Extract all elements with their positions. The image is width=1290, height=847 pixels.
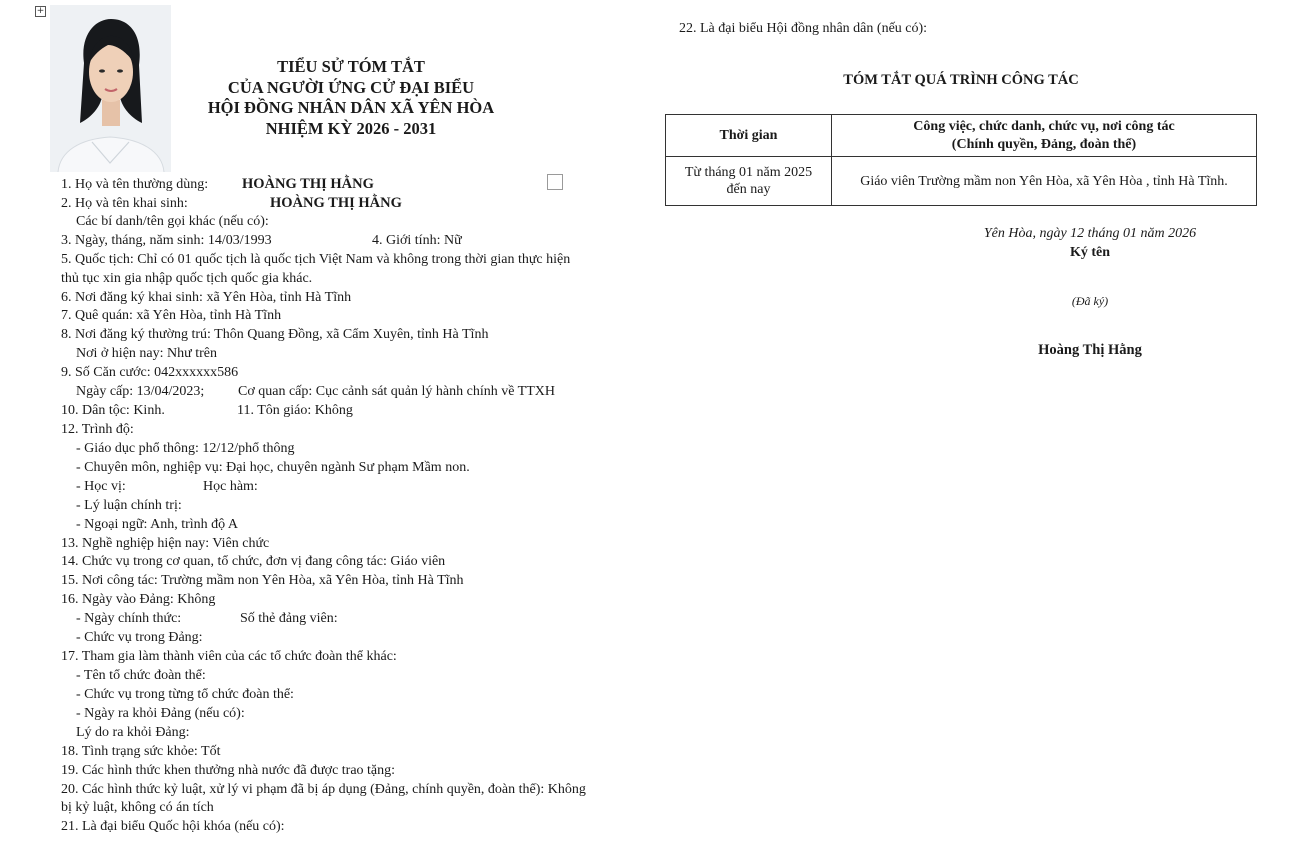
field-org-position: - Chức vụ trong từng tổ chức đoàn thể: <box>76 686 294 702</box>
signer-name: Hoàng Thị Hằng <box>1038 342 1142 358</box>
title-line: HỘI ĐỒNG NHÂN DÂN XÃ YÊN HÒA <box>207 98 495 117</box>
field-general-education: - Giáo dục phổ thông: 12/12/phổ thông <box>76 440 295 456</box>
field-awards: 19. Các hình thức khen thưởng nhà nước đã được trao tặng: <box>61 762 396 778</box>
cell-line: đến nay <box>726 182 771 197</box>
column-header-description <box>832 115 1257 157</box>
field-birth-registration: 6. Nơi đăng ký khai sinh: xã Yên Hòa, tỉnh Hà Tĩnh <box>61 289 352 305</box>
title-line: TIỂU SỬ TÓM TẮT <box>277 57 425 76</box>
field-issue-date: Ngày cấp: 13/04/2023; <box>76 384 205 400</box>
field-political-theory: - Lý luận chính trị: <box>76 497 182 513</box>
field-party-official <box>61 610 651 629</box>
field-education: 12. Trình độ: <box>61 421 134 437</box>
cell-time <box>666 157 832 206</box>
field-common-name <box>61 175 651 194</box>
column-header-time: Thời gian <box>666 115 832 157</box>
field-nationality-cont: thủ tục xin gia nhập quốc tịch quốc gia khác. <box>61 270 313 286</box>
header-line: Công việc, chức danh, chức vụ, nơi công tác <box>913 118 1175 134</box>
field-gender: 4. Giới tính: Nữ <box>372 232 462 248</box>
table-move-handle[interactable]: + <box>36 6 45 16</box>
table-header-row <box>666 115 1257 157</box>
portrait-photo <box>50 5 171 172</box>
biography-fields <box>61 175 651 837</box>
field-label: 1. Họ và tên thường dùng: <box>61 177 209 192</box>
field-people-council: 22. Là đại biểu Hội đồng nhân dân (nếu có): <box>679 21 928 36</box>
field-party-position: - Chức vụ trong Đảng: <box>76 630 203 646</box>
field-id-issue <box>61 383 651 402</box>
field-nationality: 5. Quốc tịch: Chỉ có 01 quốc tịch là quốc tịch Việt Nam và không trong thời gian thực hiện <box>61 251 571 267</box>
field-current-residence: Nơi ở hiện nay: Như trên <box>76 346 217 362</box>
field-academic-title: Học hàm: <box>203 478 258 494</box>
signature-label: Ký tên <box>1069 245 1111 260</box>
header-line: (Chính quyền, Đảng, đoàn thể) <box>951 136 1137 152</box>
field-org-name: - Tên tổ chức đoàn thể: <box>76 667 206 683</box>
field-party-leave-date: - Ngày ra khỏi Đảng (nếu có): <box>76 705 245 721</box>
work-history-heading: TÓM TẮT QUÁ TRÌNH CÔNG TÁC <box>843 72 1079 88</box>
cell-description: Giáo viên Trường mầm non Yên Hòa, xã Yên Hòa , tỉnh Hà Tĩnh. <box>832 157 1257 206</box>
title-line: NHIỆM KỲ 2026 - 2031 <box>265 118 437 138</box>
field-specialization: - Chuyên môn, nghiệp vụ: Đại học, chuyên ngành Sư phạm Mầm non. <box>76 459 470 475</box>
field-birth-name <box>61 194 651 213</box>
field-party-card: Số thẻ đảng viên: <box>240 611 338 627</box>
cell-line: Từ tháng 01 năm 2025 <box>684 165 813 180</box>
field-national-assembly: 21. Là đại biểu Quốc hội khóa (nếu có): <box>61 819 285 835</box>
field-hometown: 7. Quê quán: xã Yên Hòa, tỉnh Hà Tĩnh <box>61 308 282 324</box>
field-value: HOÀNG THỊ HẰNG <box>242 176 374 192</box>
table-row <box>666 157 1257 206</box>
field-religion: 11. Tôn giáo: Không <box>237 403 353 419</box>
field-ethnicity: 10. Dân tộc: Kinh. <box>61 403 165 419</box>
field-occupation: 13. Nghề nghiệp hiện nay: Viên chức <box>61 535 270 551</box>
field-degree <box>61 478 651 497</box>
field-workplace: 15. Nơi công tác: Trường mầm non Yên Hòa, xã Yên Hòa, tỉnh Hà Tĩnh <box>61 573 464 589</box>
field-birth-gender <box>61 232 651 251</box>
field-label: 2. Họ và tên khai sinh: <box>61 195 188 211</box>
field-ethnicity-religion <box>61 402 651 421</box>
field-aliases: Các bí danh/tên gọi khác (nếu có): <box>76 213 269 229</box>
field-birthdate: 3. Ngày, tháng, năm sinh: 14/03/1993 <box>61 232 272 248</box>
field-organizations: 17. Tham gia làm thành viên của các tổ chức đoàn thể khác: <box>61 649 397 665</box>
title-line: CỦA NGƯỜI ỨNG CỬ ĐẠI BIỂU <box>227 77 475 97</box>
field-academic-degree: - Học vị: <box>76 478 126 494</box>
field-value: HOÀNG THỊ HẰNG <box>270 194 402 211</box>
field-permanent-residence: 8. Nơi đăng ký thường trú: Thôn Quang Đồng, xã Cẩm Xuyên, tỉnh Hà Tĩnh <box>61 327 489 343</box>
document-title <box>170 57 532 139</box>
field-discipline: 20. Các hình thức kỷ luật, xử lý vi phạm đã bị áp dụng (Đảng, chính quyền, đoàn thể): Không <box>61 781 586 797</box>
signed-status: (Đã ký) <box>1071 294 1109 308</box>
field-discipline-cont: bị kỷ luật, không có án tích <box>61 800 214 816</box>
field-party-leave-reason: Lý do ra khỏi Đảng: <box>76 724 190 740</box>
field-official-date: - Ngày chính thức: <box>76 611 182 627</box>
field-party-join-date: 16. Ngày vào Đảng: Không <box>61 592 216 608</box>
field-health: 18. Tình trạng sức khỏe: Tốt <box>61 743 221 759</box>
signature-date: Yên Hòa, ngày 12 tháng 01 năm 2026 <box>983 226 1197 241</box>
field-foreign-language: - Ngoại ngữ: Anh, trình độ A <box>76 516 238 532</box>
field-issuer: Cơ quan cấp: Cục cảnh sát quản lý hành chính về TTXH <box>238 384 556 400</box>
field-position: 14. Chức vụ trong cơ quan, tổ chức, đơn vị đang công tác: Giáo viên <box>61 554 446 570</box>
work-history-table <box>665 114 1257 206</box>
field-id-number: 9. Số Căn cước: 042xxxxxx586 <box>61 365 239 381</box>
